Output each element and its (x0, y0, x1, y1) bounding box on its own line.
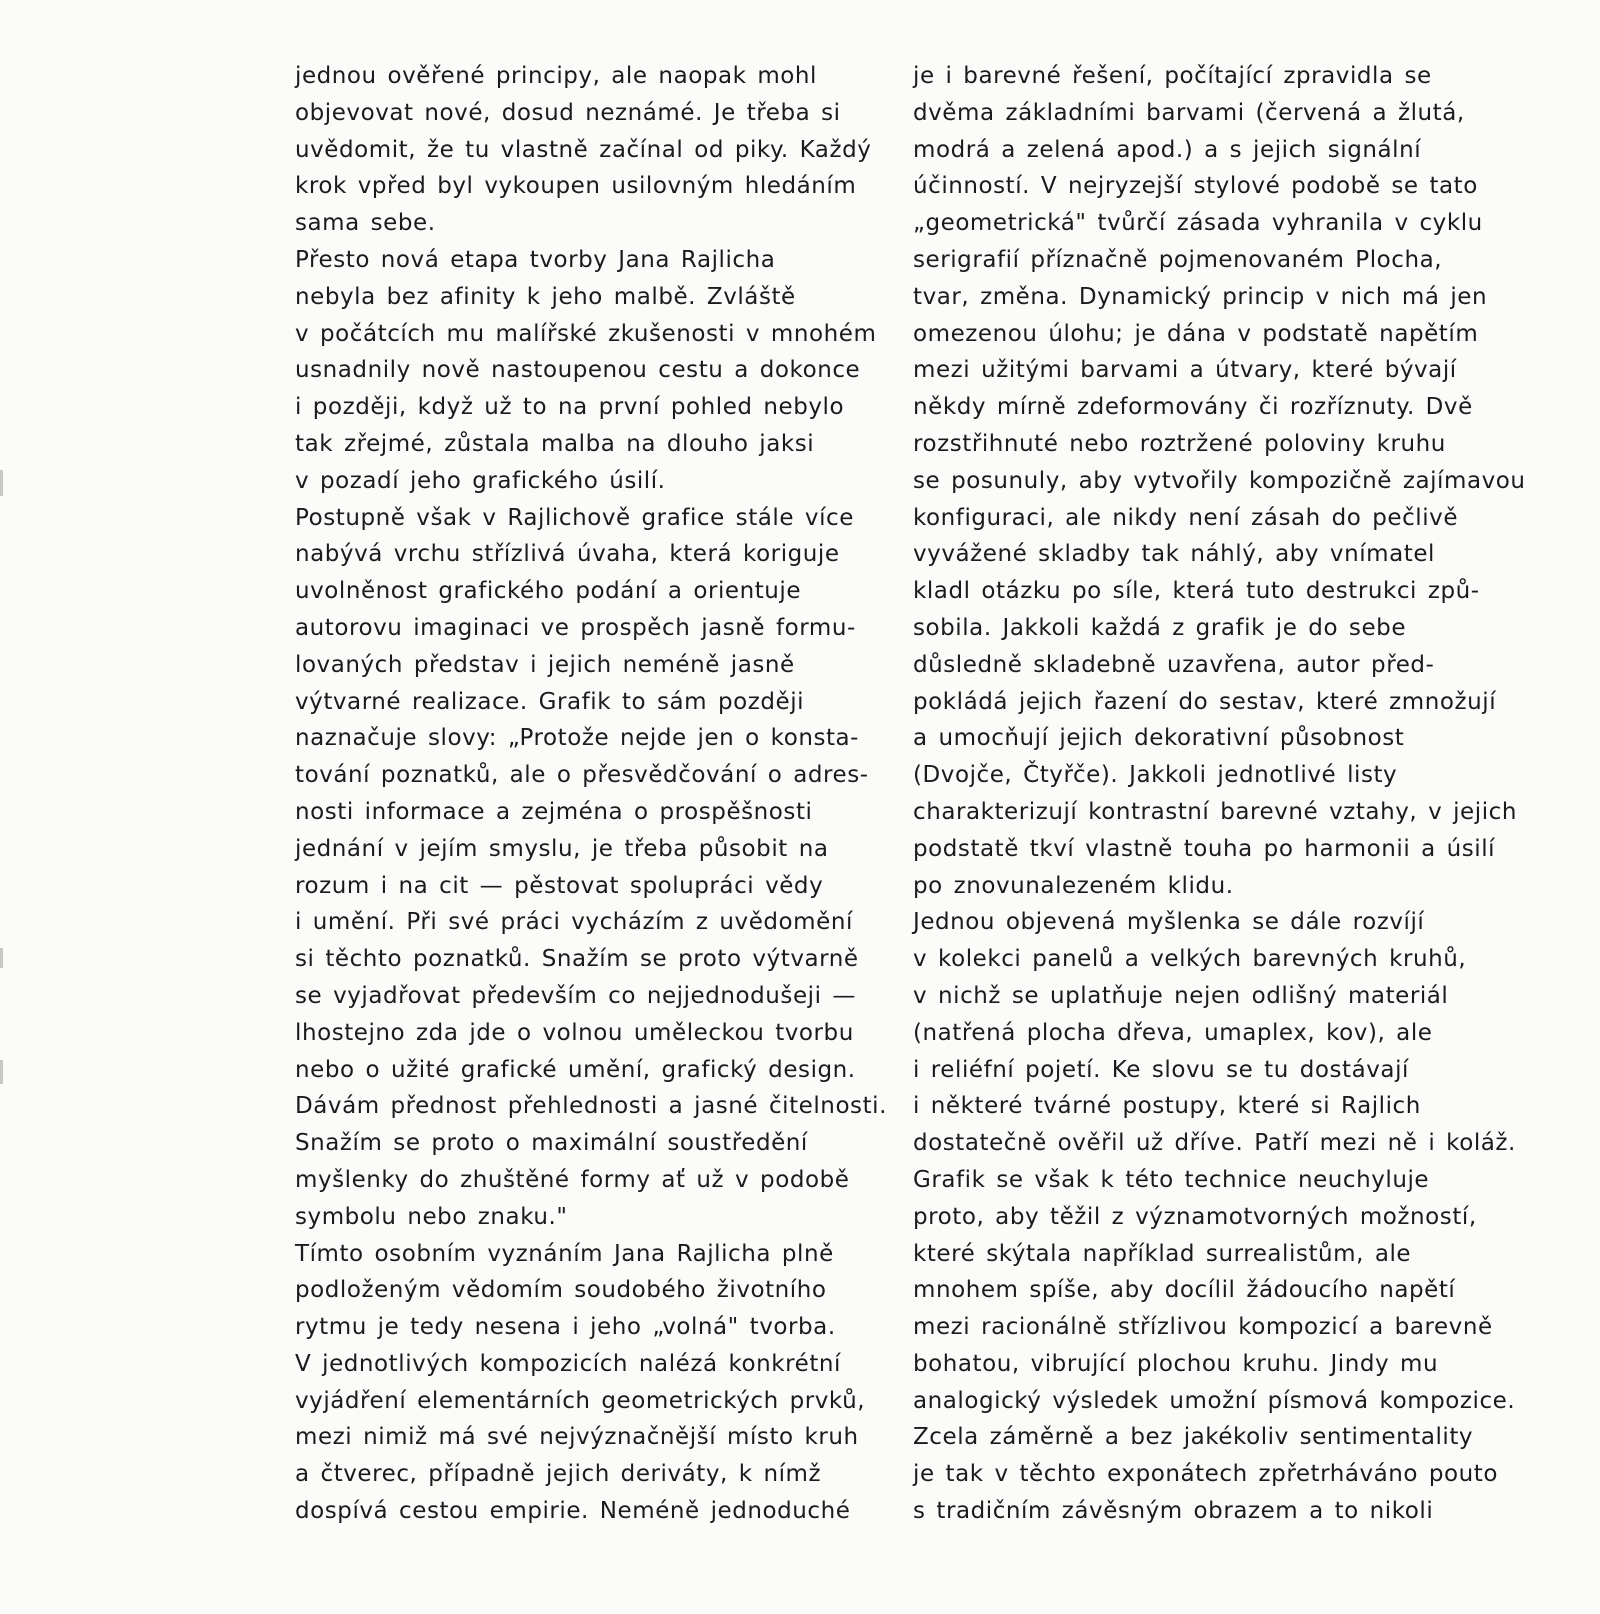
text-line: i umění. Při své práci vycházím z uvědomění (295, 909, 853, 936)
text-line: Postupně však v Rajlichově grafice stále více (295, 504, 854, 531)
text-line: i reliéfní pojetí. Ke slovu se tu dostávají (913, 1056, 1409, 1083)
text-line: mnohem spíše, aby docílil žádoucího napětí (913, 1277, 1456, 1304)
text-line: sobila. Jakkoli každá z grafik je do sebe (913, 614, 1407, 641)
text-line: uvolněnost grafického podání a orientuje (295, 578, 802, 605)
text-line: (Dvojče, Čtyřče). Jakkoli jednotlivé listy (913, 762, 1398, 789)
text-line: mezi nimiž má své nejvýznačnější místo kruh (295, 1424, 859, 1451)
text-line: charakterizují kontrastní barevné vztahy, v jejich (913, 798, 1517, 825)
text-line: vyvážené skladby tak náhlý, aby vnímatel (913, 541, 1435, 568)
text-line: Zcela záměrně a bez jakékoliv sentimentality (913, 1424, 1474, 1451)
text-line: které skýtala například surrealistům, ale (913, 1240, 1412, 1267)
text-line: a umocňují jejich dekorativní působnost (913, 725, 1405, 752)
text-line: Grafik se však k této technice neuchyluje (913, 1166, 1430, 1193)
text-line: někdy mírně zdeformovány či rozříznuty. Dvě (913, 394, 1473, 421)
text-line: i některé tvárné postupy, které si Rajlich (913, 1093, 1421, 1120)
text-line: modrá a zelená apod.) a s jejich signální (913, 136, 1422, 163)
text-line: v pozadí jeho grafického úsilí. (295, 467, 666, 494)
text-line: mezi racionálně střízlivou kompozicí a barevně (913, 1314, 1493, 1341)
text-line: analogický výsledek umožní písmová kompozice. (913, 1387, 1516, 1414)
text-line: důsledně skladebně uzavřena, autor před- (913, 651, 1435, 678)
text-line: proto, aby těžil z významotvorných možností, (913, 1203, 1477, 1230)
text-line: v počátcích mu malířské zkušenosti v mnohém (295, 320, 877, 347)
text-line: tování poznatků, ale o přesvědčování o adres- (295, 762, 869, 789)
text-line: objevovat nové, dosud neznámé. Je třeba si (295, 99, 841, 126)
text-line: účinností. V nejryzejší stylové podobě se tato (913, 173, 1478, 200)
text-line: nabývá vrchu střízlivá úvaha, která koriguje (295, 541, 840, 568)
text-line: dostatečně ověřil už dříve. Patří mezi ně i koláž. (913, 1130, 1516, 1157)
text-line: je tak v těchto exponátech zpřetrháváno pouto (913, 1461, 1498, 1488)
text-line: krok vpřed byl vykoupen usilovným hledáním (295, 173, 857, 200)
text-line: (natřená plocha dřeva, umaplex, kov), ale (913, 1019, 1433, 1046)
text-line: je i barevné řešení, počítající zpravidla se (913, 63, 1432, 89)
text-line: „geometrická" tvůrčí zásada vyhranila v cyklu (913, 210, 1483, 237)
text-line: v kolekci panelů a velkých barevných kruhů, (913, 946, 1467, 973)
text-line: myšlenky do zhuštěné formy ať už v podobě (295, 1166, 850, 1193)
text-line: nebo o užité grafické umění, grafický design. (295, 1056, 856, 1083)
text-line: dospívá cestou empirie. Neméně jednoduché (295, 1498, 851, 1525)
text-line: kladl otázku po síle, která tuto destrukci způ- (913, 578, 1480, 605)
text-line: jednou ověřené principy, ale naopak mohl (295, 63, 817, 89)
text-line: lhostejno zda jde o volnou uměleckou tvorbu (295, 1019, 854, 1046)
text-line: Snažím se proto o maximální soustředění (295, 1130, 808, 1157)
text-line: tak zřejmé, zůstala malba na dlouho jaksi (295, 430, 815, 457)
text-line: výtvarné realizace. Grafik to sám později (295, 688, 805, 715)
text-line: omezenou úlohu; je dána v podstatě napětím (913, 320, 1479, 347)
text-line: se vyjadřovat především co nejjednodušeji — (295, 982, 856, 1009)
text-line: bohatou, vibrující plochou kruhu. Jindy mu (913, 1350, 1439, 1377)
text-line: a čtverec, případně jejich deriváty, k nímž (295, 1461, 822, 1488)
text-line: nosti informace a zejména o prospěšnosti (295, 798, 813, 825)
text-line: pokládá jejich řazení do sestav, které zmnožují (913, 688, 1497, 715)
text-line: v nichž se uplatňuje nejen odlišný materiál (913, 982, 1449, 1009)
text-line: autorovu imaginaci ve prospěch jasně formu- (295, 614, 856, 641)
page-edge-mark (0, 948, 3, 968)
text-line: vyjádření elementárních geometrických prvků, (295, 1387, 866, 1414)
text-line: Dávám přednost přehlednosti a jasné čitelnosti. (295, 1093, 887, 1120)
text-line: V jednotlivých kompozicích nalézá konkrétní (295, 1350, 841, 1377)
text-line: jednání v jejím smyslu, je třeba působit na (295, 835, 829, 862)
text-line: symbolu nebo znaku." (295, 1203, 568, 1230)
text-line: rozstřihnuté nebo roztržené poloviny kruhu (913, 430, 1446, 457)
text-line: podloženým vědomím soudobého životního (295, 1277, 827, 1304)
text-line: se posunuly, aby vytvořily kompozičně zajímavou (913, 467, 1526, 494)
text-line: po znovunalezeném klidu. (913, 872, 1234, 899)
text-line: usnadnily nově nastoupenou cestu a dokonce (295, 357, 861, 384)
page-edge-mark (0, 470, 3, 496)
text-line: s tradičním závěsným obrazem a to nikoli (913, 1498, 1434, 1525)
text-line: podstatě tkví vlastně touha po harmonii a úsilí (913, 835, 1496, 862)
text-line: Přesto nová etapa tvorby Jana Rajlicha (295, 246, 776, 273)
page-edge-mark (0, 1060, 3, 1084)
text-line: Tímto osobním vyznáním Jana Rajlicha plně (295, 1240, 834, 1267)
text-line: naznačuje slovy: „Protože nejde jen o konsta- (295, 725, 860, 752)
text-line: i později, když už to na první pohled nebylo (295, 394, 845, 421)
text-line: rytmu je tedy nesena i jeho „volná" tvorba. (295, 1314, 836, 1341)
text-line: konfiguraci, ale nikdy není zásah do pečlivě (913, 504, 1459, 531)
text-line: serigrafií příznačně pojmenovaném Plocha, (913, 246, 1443, 273)
text-line: rozum i na cit — pěstovat spolupráci vědy (295, 872, 824, 899)
text-line: mezi užitými barvami a útvary, které bývají (913, 357, 1457, 384)
text-line: si těchto poznatků. Snažím se proto výtvarně (295, 946, 859, 973)
text-line: tvar, změna. Dynamický princip v nich má jen (913, 283, 1488, 310)
text-line: uvědomit, že tu vlastně začínal od piky. Každý (295, 136, 872, 163)
text-line: dvěma základními barvami (červená a žlutá, (913, 99, 1465, 126)
left-text-column (295, 58, 895, 1530)
text-line: Jednou objevená myšlenka se dále rozvíjí (913, 909, 1425, 936)
right-text-column (913, 58, 1526, 1530)
text-line: lovaných představ i jejich neméně jasně (295, 651, 795, 678)
text-line: sama sebe. (295, 210, 436, 237)
text-line: nebyla bez afinity k jeho malbě. Zvláště (295, 283, 796, 310)
